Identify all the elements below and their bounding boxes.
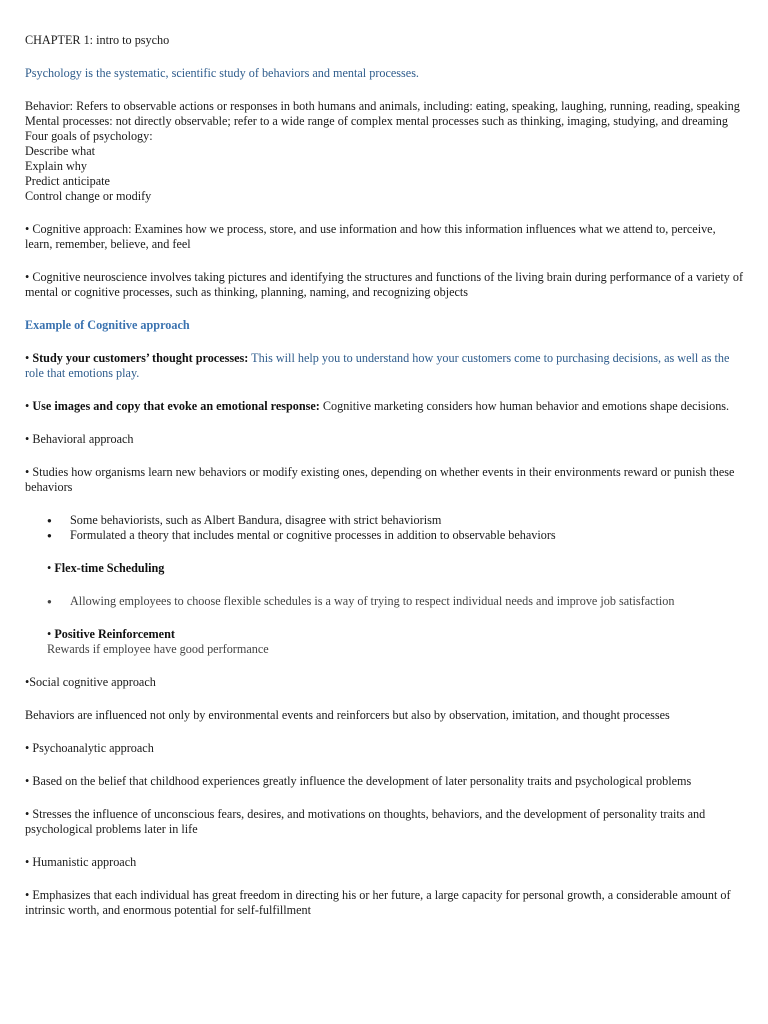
example-images-text: Cognitive marketing considers how human behavior and emotions shape decisions. bbox=[319, 399, 730, 413]
humanistic-approach: • Humanistic approach bbox=[25, 855, 137, 869]
list-item: ● Formulated a theory that includes mental or cognitive processes in addition to observable behaviors bbox=[25, 528, 744, 543]
bullet-marker: • bbox=[25, 399, 33, 413]
goals-heading: Four goals of psychology: bbox=[25, 129, 153, 143]
cognitive-approach: • Cognitive approach: Examines how we process, store, and use information and how this information influences what we attend to, perceive, learn, remember, believe, and feel bbox=[25, 222, 716, 251]
flex-time-list bbox=[25, 594, 744, 609]
behavior-definition: Behavior: Refers to observable actions or responses in both humans and animals, including: eating, speaking, laughing, running, reading, speaking bbox=[25, 99, 740, 113]
flex-time-heading bbox=[25, 561, 744, 576]
example-customers-bold: Study your customers’ thought processes: bbox=[32, 351, 249, 365]
positive-reinforcement-heading bbox=[25, 627, 744, 642]
flex-time-heading-text: Flex-time Scheduling bbox=[54, 561, 165, 575]
example-customers bbox=[25, 351, 744, 381]
chapter-title: CHAPTER 1: intro to psycho bbox=[25, 33, 170, 47]
list-item: ● Some behaviorists, such as Albert Bandura, disagree with strict behaviorism bbox=[25, 513, 744, 528]
psychoanalytic-point-1: • Based on the belief that childhood experiences greatly influence the development of later personality traits and psychological problems bbox=[25, 774, 692, 788]
bullet-marker: • bbox=[47, 627, 55, 641]
behaviorist-list bbox=[25, 513, 744, 543]
psychology-definition: Psychology is the systematic, scientific study of behaviors and mental processes. bbox=[25, 66, 419, 80]
goal-item: Explain why bbox=[25, 159, 87, 173]
example-heading: Example of Cognitive approach bbox=[25, 318, 190, 332]
bullet-marker: • bbox=[25, 351, 33, 365]
goal-item: Describe what bbox=[25, 144, 96, 158]
humanistic-point: • Emphasizes that each individual has great freedom in directing his or her future, a large capacity for personal growth, a considerable amount of intrinsic worth, and enormous potential for self-fulfillment bbox=[25, 888, 731, 917]
social-cognitive-text: Behaviors are influenced not only by environmental events and reinforcers but also by observation, imitation, and thought processes bbox=[25, 708, 670, 722]
psychoanalytic-approach: • Psychoanalytic approach bbox=[25, 741, 154, 755]
example-customers-text: This will help you to understand how your customers come to purchasing decisions, as well as the role that emotions play. bbox=[25, 351, 730, 380]
example-images bbox=[25, 399, 744, 414]
cognitive-neuroscience: • Cognitive neuroscience involves taking pictures and identifying the structures and functions of the living brain during performance of a variety of mental or cognitive processes, such as thinking, planning, naming, and recognizing objects bbox=[25, 270, 744, 299]
behavioral-approach: • Behavioral approach bbox=[25, 432, 134, 446]
list-item: ● Allowing employees to choose flexible schedules is a way of trying to respect individual needs and improve job satisfaction bbox=[25, 594, 744, 609]
positive-reinforcement-text: Rewards if employee have good performance bbox=[47, 642, 269, 656]
social-cognitive-approach: •Social cognitive approach bbox=[25, 675, 156, 689]
goal-item: Control change or modify bbox=[25, 189, 152, 203]
psychoanalytic-point-2: • Stresses the influence of unconscious fears, desires, and motivations on thoughts, behaviors, and the development of personality traits and psychological problems later in life bbox=[25, 807, 706, 836]
goal-item: Predict anticipate bbox=[25, 174, 110, 188]
positive-reinforcement-heading-text: Positive Reinforcement bbox=[54, 627, 175, 641]
bullet-marker: • bbox=[47, 561, 55, 575]
mental-processes-definition: Mental processes: not directly observable; refer to a wide range of complex mental processes such as thinking, imaging, studying, and dreaming bbox=[25, 114, 728, 128]
example-images-bold: Use images and copy that evoke an emotional response: bbox=[32, 399, 320, 413]
behavioral-studies: • Studies how organisms learn new behaviors or modify existing ones, depending on whether events in their environments reward or punish these behaviors bbox=[25, 465, 735, 494]
